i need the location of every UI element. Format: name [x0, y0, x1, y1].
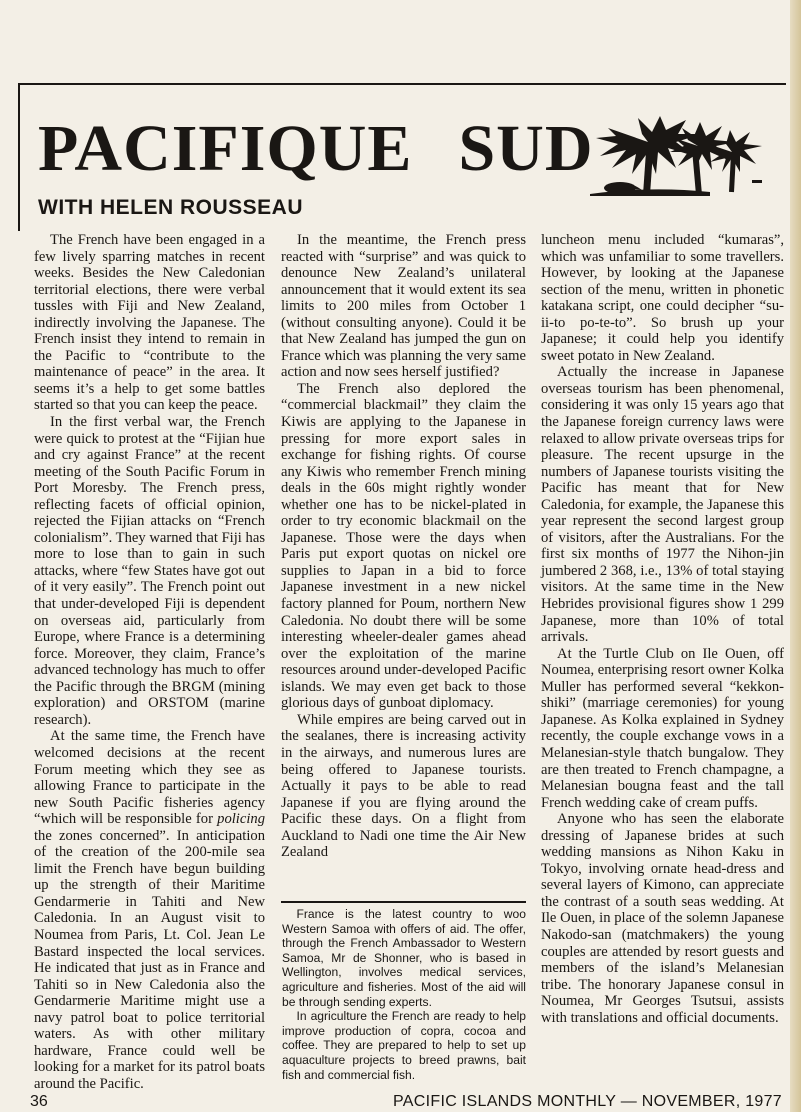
sidebar-paragraph: In agriculture the French are ready to help improve production of copra, cocoa and coffee. They are prepared to help to set up aquaculture projects to breed prawns, bait fish and commercial fish.: [282, 1009, 526, 1082]
paragraph: Anyone who has seen the elaborate dressing of Japanese brides at such wedding mansions as Nihon Kaku in Tokyo, involving ornate head-dress and several layers of Kimono, can appreciate the contrast of a south seas wedding. At Ile Ouen, in place of the solemn Japanese Nakodo-san (matchmakers) the young couples are attended by resort guests and members of the island’s Melanesian tribe. The honorary Japanese consul in Noumea, Mr Georges Tsutsui, assists with translations and official documents.: [541, 811, 784, 1026]
article-column-1: [34, 232, 265, 1092]
paragraph: Actually the increase in Japanese overseas tourism has been phenomenal, considering it was only 15 years ago that the Japanese foreign currency laws were relaxed to allow private overseas trips for pleasure. The recent upsurge in the numbers of Japanese tourists visiting the Pacific has meant that for New Caledonia, for example, the Japanese this year represent the second largest group of visitors, after the Australians. For the first six months of 1977 the Nihon-jin jumbered 2 368, i.e., 13% of total staying visitors. At the same time in the New Hebrides provisional figures show 1 299 Japanese, more than 10% of total arrivals.: [541, 364, 784, 646]
article-column-3: [541, 232, 784, 1026]
paragraph: At the Turtle Club on Ile Ouen, off Noumea, enterprising resort owner Kolka Muller has performed several “kekkon-shiki” (marriage ceremonies) for young Japanese. As Kolka explained in Sydney recently, the couple exchange vows in a Melanesian-style thatch bungalow. They are then treated to French champagne, a Melanesian bougna feast and the tall French wedding cake of cream puffs.: [541, 645, 784, 811]
paragraph-text: the zones concerned”. In anticipation of the creation of the 200-mile sea limit the French have begun building up the strength of their Maritime Gendarmerie in Tahiti and New Caledonia. In an August visit to Noumea from Paris, Lt. Col. Jean Le Bastard inspected the local services. He indicated that just as in France and Tahiti so in New Caledonia also the Gendarmerie Maritime might use a navy patrol boat to police territorial waters. As with other military hardware, France could well be looking for a market for its patrol boats around the Pacific.: [34, 827, 265, 1092]
article-column-2: [281, 232, 526, 861]
page-number: 36: [30, 1093, 48, 1110]
sidebar-box: [282, 907, 526, 1082]
paragraph-text: In the first verbal war, the French were quick to protest at the “Fijian hue and cry against France” at the recent meeting of the South Pacific Forum in Port Moresby. The French press, reflecting facets of official opinion, rejected the Fijian attacks on “French colonialism”. They warned that Fiji has more to lose than to gain in such attacks, where “few States have got out of it very easily”. The French point out that under-developed Fiji is dependent on overseas aid, particularly from Europe, where France is a determining force. Moreover, they claim, France’s advanced technology has much to offer the Pacific through the BRGM (mining exploration) and ORSTOM (marine research).: [34, 414, 265, 728]
masthead-word-pacifique: PACIFIQUE: [38, 112, 413, 185]
paragraph: [34, 414, 265, 728]
paragraph-text: At the same time, the French have welcomed decisions at the recent Forum meeting which they see as allowing France to participate in the new South Pacific fisheries agency “which will be responsible for: [34, 728, 265, 828]
paragraph: The French have been engaged in a few lively sparring matches in recent weeks. Besides the New Caledonian territorial elections, there were verbal tussles with Fiji and New Zealand, indirectly involving the Japanese. The French insist they intend to remain in the Pacific to “contribute to the maintenance of peace” in the area. It seems it’s a help to get some battles started so that you can keep the peace.: [34, 232, 265, 414]
sidebar-paragraph: France is the latest country to woo Western Samoa with offers of aid. The offer, through the French Ambassador to Western Samoa, Mr de Shonner, who is based in Wellington, involves medical services, agriculture and fisheries. Most of the aid will be through sending experts.: [282, 907, 526, 1009]
masthead-title: [38, 112, 594, 185]
paragraph: In the meantime, the French press reacted with “surprise” and was quick to denounce New Zealand’s unilateral announcement that it would extent its sea limits to 200 miles from October 1 (without consulting anyone). Could it be that New Zealand has jumped the gun on France which was planning the very same action and now sees herself justified?: [281, 232, 526, 381]
page-edge-strip: [790, 0, 801, 1112]
paragraph: The French also deplored the “commercial blackmail” they claim the Kiwis are applying to the Japanese in pressing for more export sales in exchange for fishing rights. Of course any Kiwis who remember French mining deals in the 60s might rightly wonder whether one has to be nickel-plated in order to try economic blackmail on the Japanese. Those were the days when Paris put export quotas on nickel ore supplies to Japan in a bid to force Japanese investment in a new nickel factory planned for Poum, northern New Caledonia. No doubt there will be some interesting wheeler-dealer games ahead over the exploitation of the marine resources around under-developed Pacific islands. We may even get back to those glorious days of gunboat diplomacy.: [281, 380, 526, 712]
paragraph: [34, 728, 265, 1092]
sidebar-divider: [281, 901, 526, 903]
palm-trees-icon: [590, 116, 770, 196]
italic-word: policing: [217, 811, 265, 828]
masthead-word-sud: SUD: [458, 112, 594, 185]
paragraph: While empires are being carved out in the sealanes, there is increasing activity in the airways, and numerous lures are being offered to Japanese tourists. Actually it pays to be able to read Japanese if you are flying around the Pacific these days. On a flight from Auckland to Nadi one time the Air New Zealand: [281, 711, 526, 861]
byline: WITH HELEN ROUSSEAU: [38, 196, 304, 219]
paragraph: luncheon menu included “kumaras”, which was unfamiliar to some travellers. However, by looking at the Japanese section of the menu, written in phonetic katakana script, one could decipher “su-ii-to po-te-to”. So brush up your Japanese; it could help you identify sweet potato in New Zealand.: [541, 232, 784, 364]
publication-line: PACIFIC ISLANDS MONTHLY — NOVEMBER, 1977: [393, 1093, 782, 1110]
page-footer: [0, 1093, 790, 1112]
